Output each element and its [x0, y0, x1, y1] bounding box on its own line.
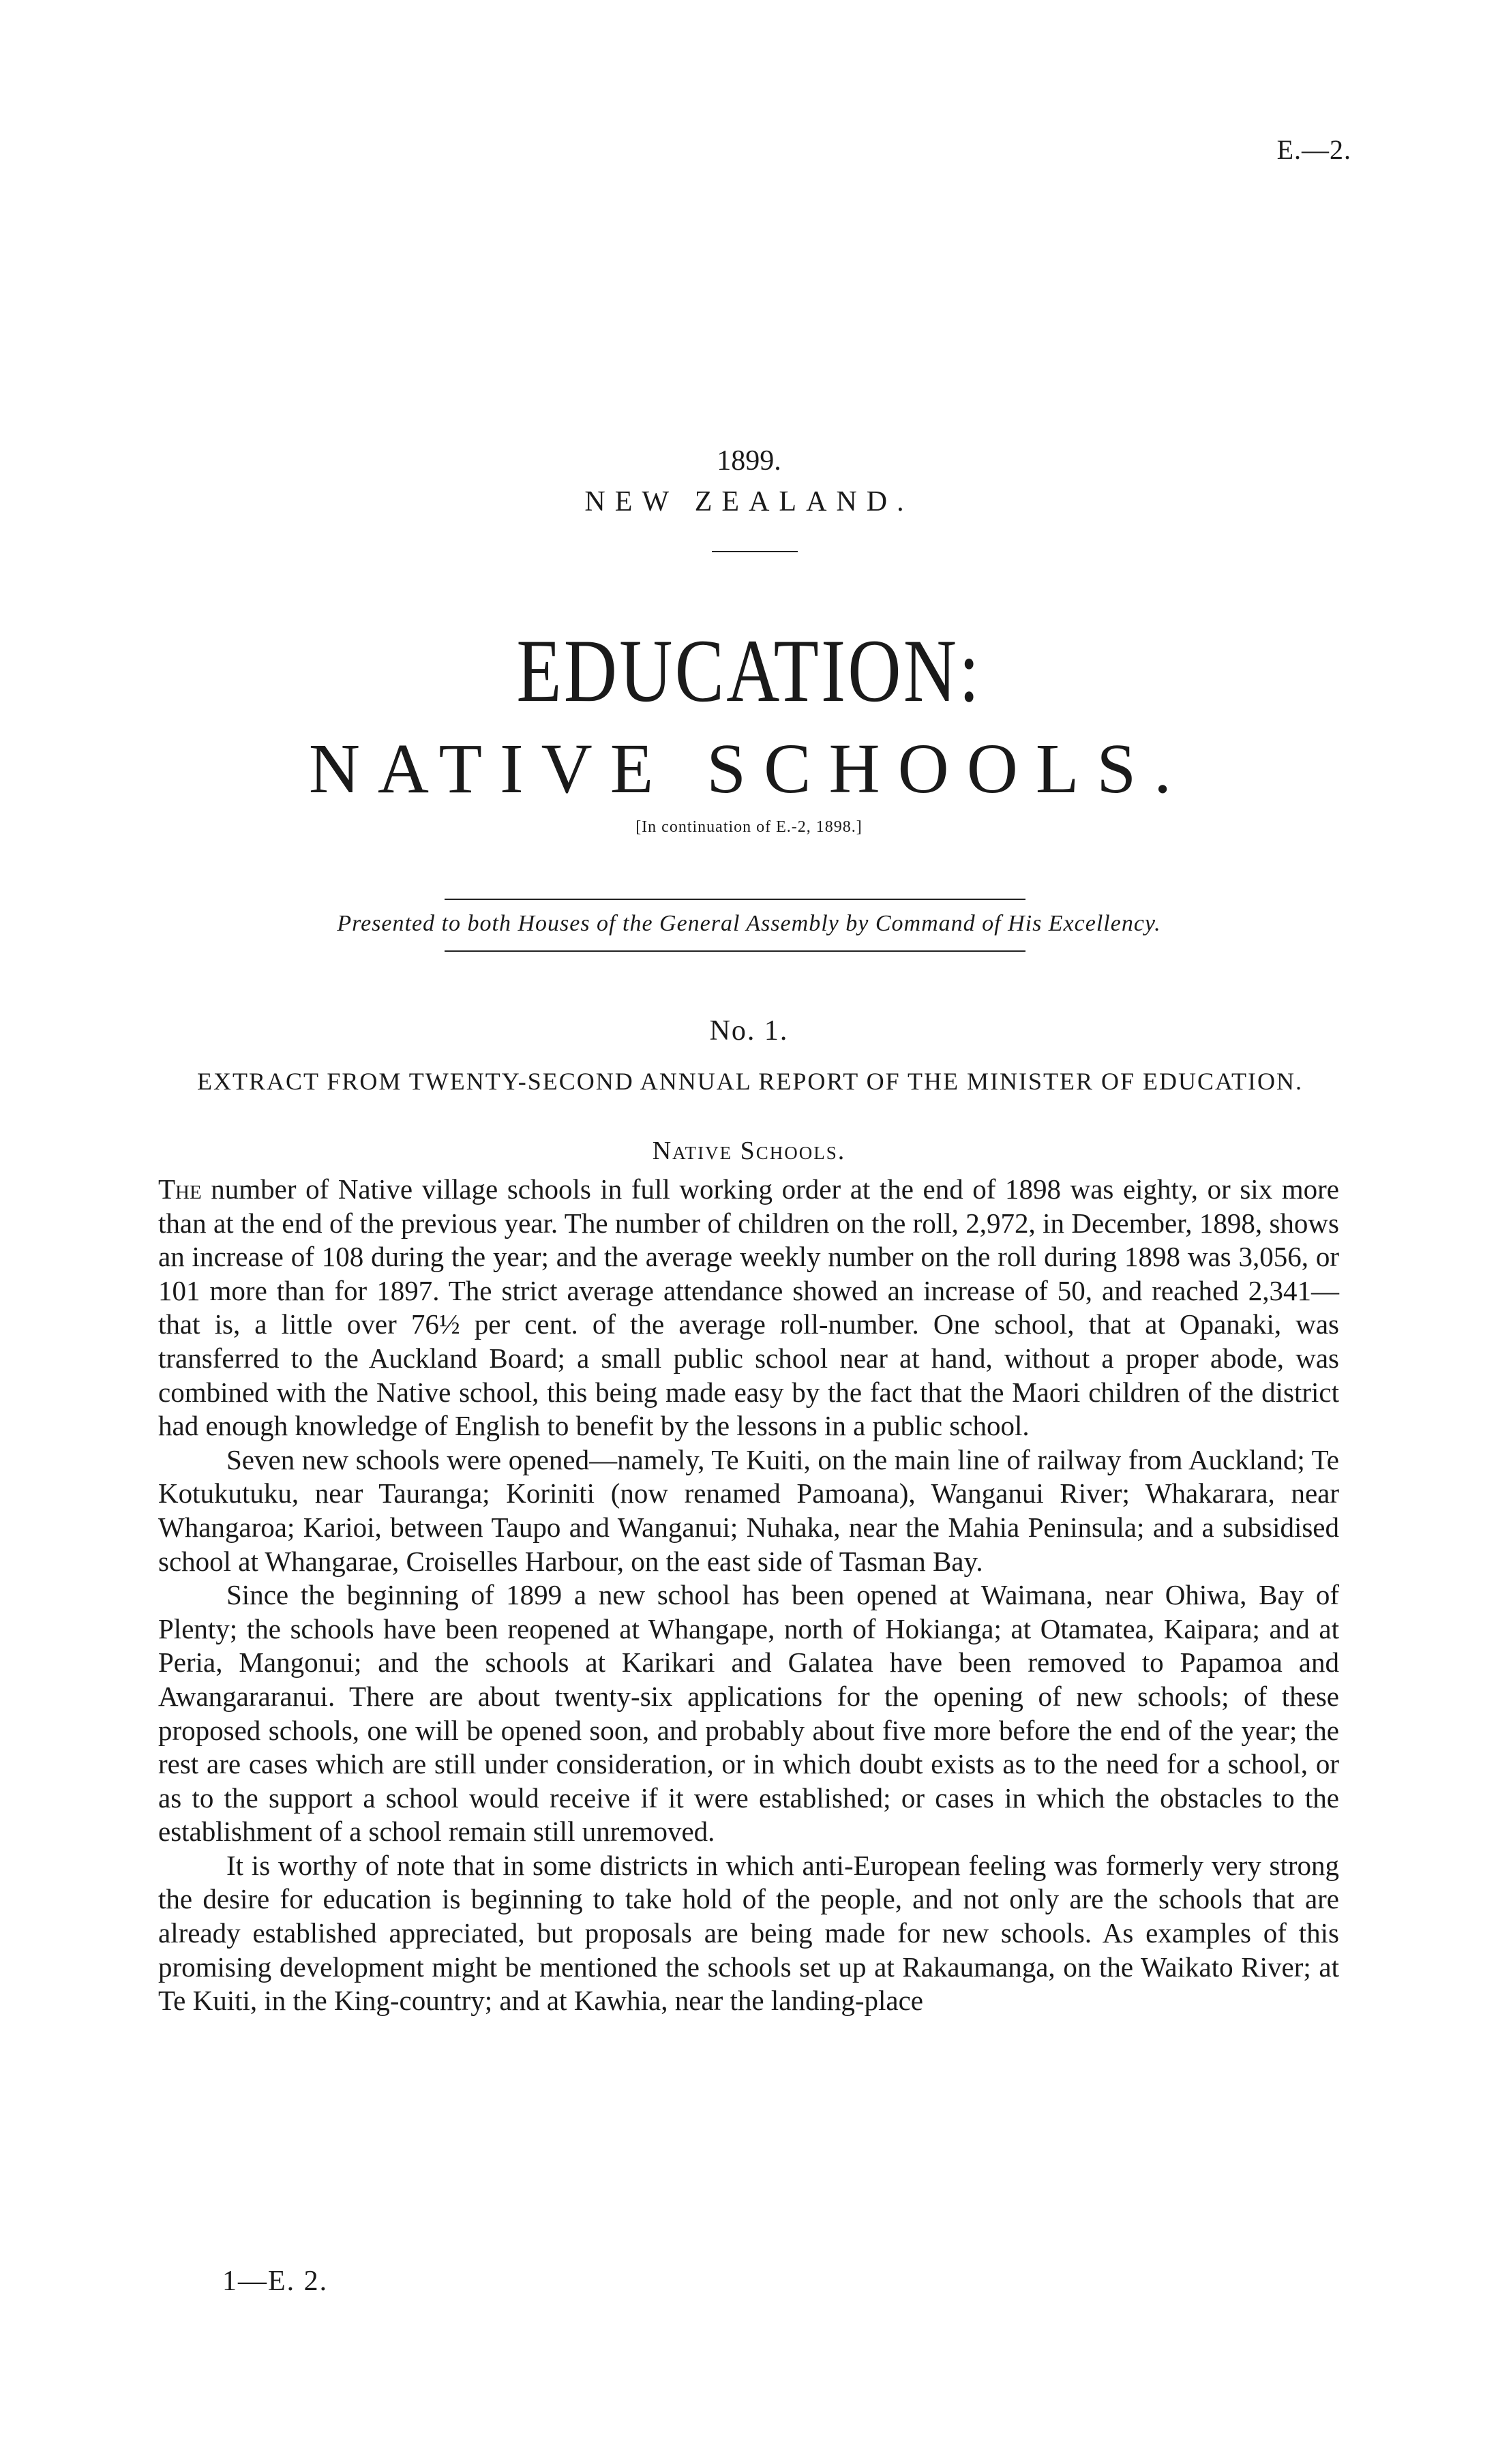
- presented-rule-bottom: [445, 950, 1025, 952]
- divider-rule: [712, 551, 798, 552]
- page-reference: E.—2.: [1276, 134, 1351, 165]
- document-title: EDUCATION:: [516, 620, 982, 721]
- presented-line: Presented to both Houses of the General Assembly by Command of His Excellency.: [337, 911, 1161, 936]
- paragraph-1-text: number of Native village schools in full working order at the end of 1898 was eighty, or six more than at the end of the previous year. The number of children on the roll, 2,972, in December, 1898, shows an increase of 108 during the year; and the average weekly number on the roll during 1898 was 3,056, or 101 more than for 1897. The strict average attendance showed an increase of 50, and reached 2,341—that is, a little over 76½ per cent. of the average roll-number. One school, that at Opanaki, was transferred to the Auckland Board; a small public school near at hand, without a proper abode, was combined with the Native school, this being made easy by the fact that the Maori children of the district had enough knowledge of English to benefit by the lessons in a public school.: [158, 1173, 1339, 1442]
- country-heading: NEW ZEALAND.: [584, 486, 914, 517]
- continuation-note: [In continuation of E.-2, 1898.]: [635, 818, 863, 836]
- report-year: 1899.: [717, 445, 781, 477]
- document-subtitle: NATIVE SCHOOLS.: [308, 730, 1190, 808]
- report-body: [158, 1173, 1339, 2018]
- section-heading: Native Schools.: [652, 1137, 846, 1165]
- report-title: EXTRACT FROM TWENTY-SECOND ANNUAL REPORT OF THE MINISTER OF EDUCATION.: [197, 1068, 1303, 1095]
- sheet-reference: 1—E. 2.: [222, 2266, 329, 2297]
- presented-rule-top: [445, 899, 1025, 900]
- paragraph-4: It is worthy of note that in some districts in which anti-European feeling was formerly very strong the desire for education is beginning to take hold of the people, and not only are the schools that are already established appreciated, but proposals are being made for new schools. As examples of this promising development might be mentioned the schools set up at Rakaumanga, on the Waikato River; at Te Kuiti, in the King-country; and at Kawhia, near the landing-place: [158, 1849, 1339, 2017]
- report-number: No. 1.: [709, 1015, 789, 1047]
- paragraph-lead-word: The: [158, 1173, 202, 1205]
- paragraph-2: Seven new schools were opened—namely, Te Kuiti, on the main line of railway from Auckland; Te Kotukutuku, near Tauranga; Koriniti (now renamed Pamoana), Wanganui River; Whakarara, near Whangaroa; Karioi, between Taupo and Wanganui; Nuhaka, near the Mahia Peninsula; and a subsidised school at Whangarae, Croiselles Harbour, on the east side of Tasman Bay.: [158, 1443, 1339, 1577]
- paragraph-3: Since the beginning of 1899 a new school has been opened at Waimana, near Ohiwa, Bay of Plenty; the schools have been reopened at Whangape, north of Hokianga; at Otamatea, Kaipara; and at Peria, Mangonui; and the schools at Karikari and Galatea have been removed to Papamoa and Awangararanui. There are about twenty-six applications for the opening of new schools; of these proposed schools, one will be opened soon, and probably about five more before the end of the year; the rest are cases which are still under consideration, or in which doubt exists as to the need for a school, or as to the support a school would receive if it were established; or cases in which the obstacles to the establishment of a school remain still unremoved.: [158, 1579, 1339, 1848]
- paragraph-1: [158, 1173, 1339, 1443]
